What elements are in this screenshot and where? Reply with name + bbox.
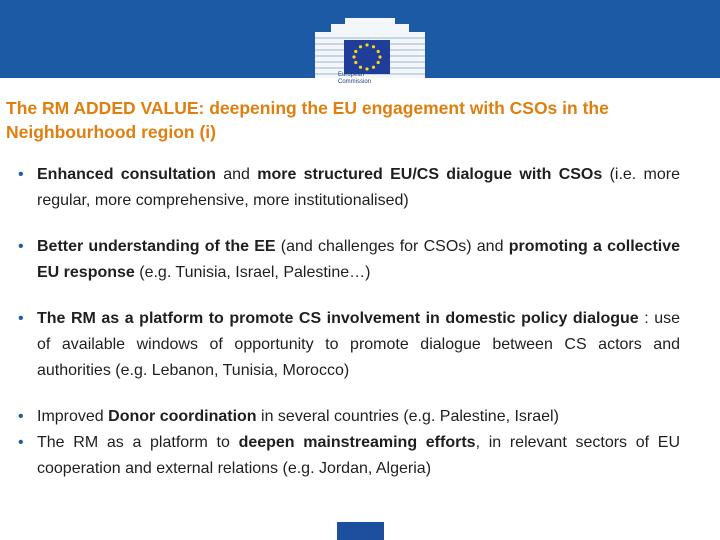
bullet-text: (and challenges for CSOs) and [275, 238, 509, 255]
bullet-list [16, 162, 680, 482]
bullet-text: The RM as a platform to [37, 434, 239, 451]
bullet-item [16, 430, 680, 482]
bullet-text: : use of available windows of opportunity to promote dialogue between CS actors and authorities (e.g. Lebanon, Tunisia, Morocco) [37, 310, 680, 379]
bullet-bold: promoting a collective EU response [37, 238, 681, 281]
bullet-item [16, 306, 680, 384]
bullet-item [16, 234, 680, 286]
footer-bar [337, 522, 384, 540]
bullet-text: and [215, 166, 258, 183]
bullet-text: (i.e. more regular, more comprehensive, more institutionalised) [37, 166, 681, 209]
logo-text [338, 72, 398, 86]
logo-line-european: European [338, 72, 365, 78]
bullet-text: Improved [37, 408, 109, 425]
logo-line-commission: Commission [338, 79, 372, 85]
bullet-item [16, 404, 680, 430]
bullet-text: (e.g. Tunisia, Israel, Palestine…) [134, 264, 371, 281]
bullet-bold: Donor coordination [108, 408, 257, 425]
bullet-bold: Better understanding of the EE [37, 238, 276, 255]
slide-title: The RM ADDED VALUE: deepening the EU engagement with CSOs in the Neighbourhood region (i) [6, 98, 609, 142]
bullet-bold: more structured EU/CS dialogue with CSOs [257, 166, 603, 183]
bullet-text: in several countries (e.g. Palestine, Israel) [256, 408, 559, 425]
bullet-bold: deepen mainstreaming efforts [238, 434, 476, 451]
bullet-item [16, 162, 680, 214]
bullet-text: , in relevant sectors of EU cooperation and external relations (e.g. Jordan, Algeria) [37, 434, 680, 477]
bullet-bold: The RM as a platform to promote CS involvement in domestic policy dialogue [37, 310, 639, 327]
bullet-bold: Enhanced consultation [37, 166, 216, 183]
